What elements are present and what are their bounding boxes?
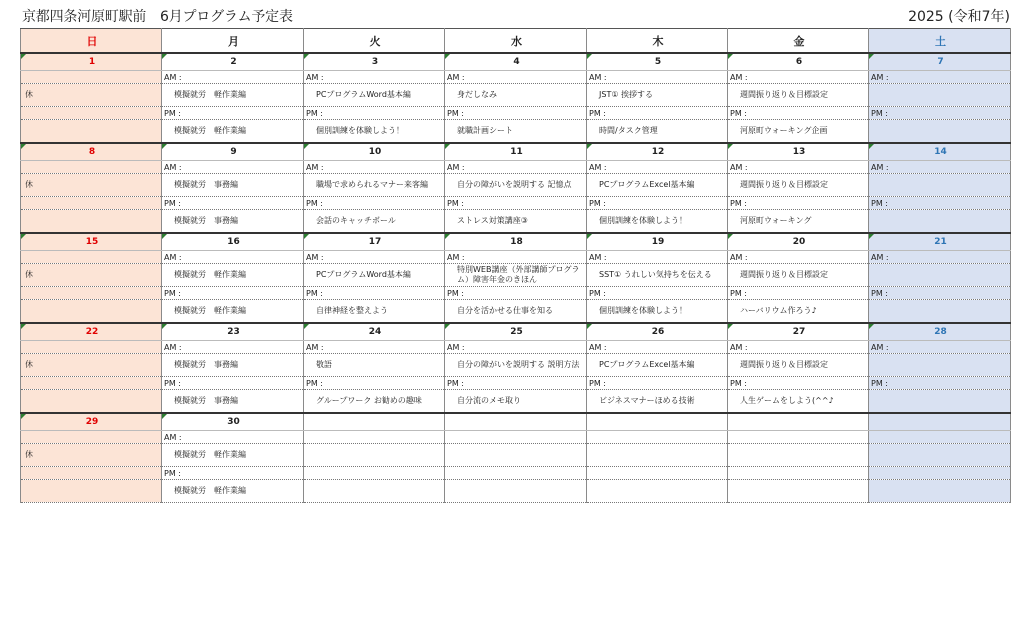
am-program: PCプログラムWord基本編: [304, 264, 445, 287]
am-program: 休: [21, 354, 162, 377]
date-cell: 22: [21, 323, 162, 341]
pm-label: [21, 287, 162, 300]
pm-label: PM :: [587, 107, 728, 120]
am-label: AM :: [162, 71, 304, 84]
weekday-sun: 日: [21, 29, 162, 54]
am-label: [445, 431, 587, 444]
am-program: 週間振り返り＆目標設定: [728, 174, 869, 197]
date-cell: 14: [869, 143, 1011, 161]
pm-label: PM :: [304, 197, 445, 210]
pm-program: 自律神経を整えよう: [304, 300, 445, 324]
pm-program: 個別訓練を体験しよう！: [587, 210, 728, 234]
pm-program: 会話のキャッチボール: [304, 210, 445, 234]
am-program: PCプログラムExcel基本編: [587, 354, 728, 377]
pm-program: [445, 480, 587, 503]
pm-program-row: [21, 480, 1011, 503]
am-program-row: [21, 174, 1011, 197]
date-cell: 7: [869, 53, 1011, 71]
date-cell: 2: [162, 53, 304, 71]
date-cell: 29: [21, 413, 162, 431]
am-label: [728, 431, 869, 444]
am-label: AM :: [587, 71, 728, 84]
am-program: [869, 174, 1011, 197]
am-label: AM :: [728, 341, 869, 354]
pm-label: PM :: [445, 107, 587, 120]
pm-label-row: [21, 467, 1011, 480]
am-label: AM :: [162, 431, 304, 444]
date-cell: 26: [587, 323, 728, 341]
am-program: [869, 84, 1011, 107]
date-cell: 3: [304, 53, 445, 71]
am-label: [869, 431, 1011, 444]
pm-program-row: [21, 210, 1011, 234]
am-label: AM :: [162, 251, 304, 264]
weekday-mon: 月: [162, 29, 304, 54]
pm-program: ストレス対策講座③: [445, 210, 587, 234]
pm-program: 河原町ウォーキング企画: [728, 120, 869, 144]
program-calendar: [20, 28, 1011, 503]
pm-program: [869, 210, 1011, 234]
date-row: [21, 413, 1011, 431]
am-label: AM :: [304, 251, 445, 264]
am-label-row: [21, 251, 1011, 264]
pm-program: [21, 300, 162, 324]
pm-label: [445, 467, 587, 480]
am-program: SST① うれしい気持ちを伝える: [587, 264, 728, 287]
pm-program: 個別訓練を体験しよう！: [304, 120, 445, 144]
am-label: [21, 341, 162, 354]
am-label: [304, 431, 445, 444]
date-cell: [445, 413, 587, 431]
am-label: [21, 71, 162, 84]
date-cell: 19: [587, 233, 728, 251]
am-program: [587, 444, 728, 467]
pm-label: [21, 107, 162, 120]
pm-label-row: [21, 377, 1011, 390]
pm-label: PM :: [728, 107, 869, 120]
weekday-thu: 木: [587, 29, 728, 54]
am-program: 身だしなみ: [445, 84, 587, 107]
date-cell: 20: [728, 233, 869, 251]
pm-program: [304, 480, 445, 503]
date-cell: 25: [445, 323, 587, 341]
date-cell: 24: [304, 323, 445, 341]
am-program-row: [21, 264, 1011, 287]
pm-label: [869, 467, 1011, 480]
pm-program: [21, 210, 162, 234]
pm-program: 自分流のメモ取り: [445, 390, 587, 414]
date-cell: 11: [445, 143, 587, 161]
pm-label: PM :: [445, 377, 587, 390]
pm-label: [21, 377, 162, 390]
pm-program: [21, 120, 162, 144]
am-program: [869, 354, 1011, 377]
pm-program: [21, 480, 162, 503]
pm-program: ハーバリウム作ろう♪: [728, 300, 869, 324]
am-program: 模擬就労 事務編: [162, 174, 304, 197]
am-label: AM :: [869, 161, 1011, 174]
pm-program-row: [21, 300, 1011, 324]
date-cell: 27: [728, 323, 869, 341]
am-label: AM :: [445, 341, 587, 354]
am-label: [21, 431, 162, 444]
pm-label-row: [21, 197, 1011, 210]
am-label: AM :: [445, 161, 587, 174]
weekday-tue: 火: [304, 29, 445, 54]
am-program-row: [21, 84, 1011, 107]
date-row: [21, 233, 1011, 251]
year-label: 2025 (令和7年): [908, 9, 1010, 25]
am-label: AM :: [587, 161, 728, 174]
am-program: 週間振り返り＆目標設定: [728, 354, 869, 377]
pm-program-row: [21, 120, 1011, 144]
am-program: 休: [21, 84, 162, 107]
date-cell: 18: [445, 233, 587, 251]
am-label: AM :: [728, 161, 869, 174]
date-cell: [728, 413, 869, 431]
pm-program: [869, 390, 1011, 414]
pm-label: [728, 467, 869, 480]
pm-program: [587, 480, 728, 503]
pm-label: PM :: [162, 377, 304, 390]
pm-label: [304, 467, 445, 480]
pm-label: PM :: [304, 287, 445, 300]
am-label: AM :: [304, 161, 445, 174]
am-label: [587, 431, 728, 444]
pm-program: 模擬就労 軽作業編: [162, 300, 304, 324]
am-label: AM :: [728, 251, 869, 264]
am-program: 特別WEB講座（外部講師プログラム）障害年金のきほん: [445, 264, 587, 287]
pm-program: 模擬就労 軽作業編: [162, 480, 304, 503]
am-label: AM :: [162, 161, 304, 174]
am-program: [869, 444, 1011, 467]
date-cell: 1: [21, 53, 162, 71]
pm-program: 河原町ウォーキング: [728, 210, 869, 234]
weekday-sat: 土: [869, 29, 1011, 54]
date-cell: 17: [304, 233, 445, 251]
am-label: [21, 161, 162, 174]
weekday-fri: 金: [728, 29, 869, 54]
date-cell: 21: [869, 233, 1011, 251]
am-program: [869, 264, 1011, 287]
date-cell: 16: [162, 233, 304, 251]
date-cell: [587, 413, 728, 431]
date-cell: [869, 413, 1011, 431]
pm-label: PM :: [162, 287, 304, 300]
am-label: [21, 251, 162, 264]
am-program: 職場で求められるマナー来客編: [304, 174, 445, 197]
pm-label: PM :: [728, 287, 869, 300]
am-label: AM :: [162, 341, 304, 354]
am-program: 週間振り返り＆目標設定: [728, 84, 869, 107]
am-label: AM :: [304, 71, 445, 84]
am-label-row: [21, 161, 1011, 174]
date-cell: 4: [445, 53, 587, 71]
pm-program: 模擬就労 事務編: [162, 210, 304, 234]
pm-program: 就職計画シート: [445, 120, 587, 144]
date-cell: 15: [21, 233, 162, 251]
page-title: 京都四条河原町駅前 6月プログラム予定表: [22, 9, 293, 25]
am-program: 自分の障がいを説明する 説明方法: [445, 354, 587, 377]
am-label: AM :: [869, 251, 1011, 264]
pm-label: PM :: [445, 287, 587, 300]
pm-label: [21, 197, 162, 210]
am-label: AM :: [869, 71, 1011, 84]
date-row: [21, 53, 1011, 71]
pm-label: PM :: [162, 197, 304, 210]
pm-label-row: [21, 107, 1011, 120]
am-program: PCプログラムWord基本編: [304, 84, 445, 107]
date-cell: [304, 413, 445, 431]
date-cell: 28: [869, 323, 1011, 341]
am-program: 模擬就労 軽作業編: [162, 444, 304, 467]
am-label: AM :: [445, 71, 587, 84]
pm-label: PM :: [869, 287, 1011, 300]
date-row: [21, 143, 1011, 161]
pm-program-row: [21, 390, 1011, 414]
am-program: 模擬就労 軽作業編: [162, 264, 304, 287]
am-program-row: [21, 354, 1011, 377]
am-label-row: [21, 431, 1011, 444]
pm-label: PM :: [587, 377, 728, 390]
pm-program: [728, 480, 869, 503]
am-program: 自分の障がいを説明する 記憶点: [445, 174, 587, 197]
date-cell: 5: [587, 53, 728, 71]
am-program: 休: [21, 264, 162, 287]
pm-label: PM :: [728, 197, 869, 210]
pm-program: ビジネスマナーほめる技術: [587, 390, 728, 414]
pm-label: PM :: [304, 107, 445, 120]
date-cell: 12: [587, 143, 728, 161]
pm-program: 模擬就労 事務編: [162, 390, 304, 414]
pm-program: 人生ゲームをしよう(^^♪: [728, 390, 869, 414]
am-label: AM :: [587, 341, 728, 354]
date-cell: 30: [162, 413, 304, 431]
am-label: AM :: [869, 341, 1011, 354]
pm-program: [869, 480, 1011, 503]
am-label: AM :: [445, 251, 587, 264]
am-program: [304, 444, 445, 467]
pm-program: 個別訓練を体験しよう！: [587, 300, 728, 324]
am-label: AM :: [587, 251, 728, 264]
pm-label: PM :: [587, 197, 728, 210]
am-label-row: [21, 71, 1011, 84]
pm-program: 自分を活かせる仕事を知る: [445, 300, 587, 324]
am-program: 敬語: [304, 354, 445, 377]
date-cell: 9: [162, 143, 304, 161]
weekday-header-row: [21, 29, 1011, 54]
am-program: 休: [21, 444, 162, 467]
date-cell: 10: [304, 143, 445, 161]
pm-label: PM :: [304, 377, 445, 390]
date-cell: 8: [21, 143, 162, 161]
pm-label: PM :: [162, 107, 304, 120]
am-label: AM :: [304, 341, 445, 354]
pm-label: PM :: [587, 287, 728, 300]
pm-program: 模擬就労 軽作業編: [162, 120, 304, 144]
pm-label: PM :: [445, 197, 587, 210]
am-label: AM :: [728, 71, 869, 84]
am-program: PCプログラムExcel基本編: [587, 174, 728, 197]
pm-label: [21, 467, 162, 480]
pm-program: [869, 300, 1011, 324]
pm-program: [21, 390, 162, 414]
date-cell: 23: [162, 323, 304, 341]
pm-label: PM :: [162, 467, 304, 480]
am-program: JST① 挨拶する: [587, 84, 728, 107]
pm-label: PM :: [869, 197, 1011, 210]
weekday-wed: 水: [445, 29, 587, 54]
am-program-row: [21, 444, 1011, 467]
pm-label: [587, 467, 728, 480]
am-program: 模擬就労 軽作業編: [162, 84, 304, 107]
pm-label: PM :: [869, 107, 1011, 120]
pm-label-row: [21, 287, 1011, 300]
pm-program: 時間/タスク管理: [587, 120, 728, 144]
pm-program: [869, 120, 1011, 144]
date-cell: 6: [728, 53, 869, 71]
pm-label: PM :: [869, 377, 1011, 390]
am-program: 週間振り返り＆目標設定: [728, 264, 869, 287]
am-program: 模擬就労 事務編: [162, 354, 304, 377]
am-program: [445, 444, 587, 467]
am-program: [728, 444, 869, 467]
pm-label: PM :: [728, 377, 869, 390]
am-program: 休: [21, 174, 162, 197]
pm-program: グループワーク お勧めの趣味: [304, 390, 445, 414]
sheet-header: [0, 0, 1024, 28]
am-label-row: [21, 341, 1011, 354]
date-row: [21, 323, 1011, 341]
date-cell: 13: [728, 143, 869, 161]
